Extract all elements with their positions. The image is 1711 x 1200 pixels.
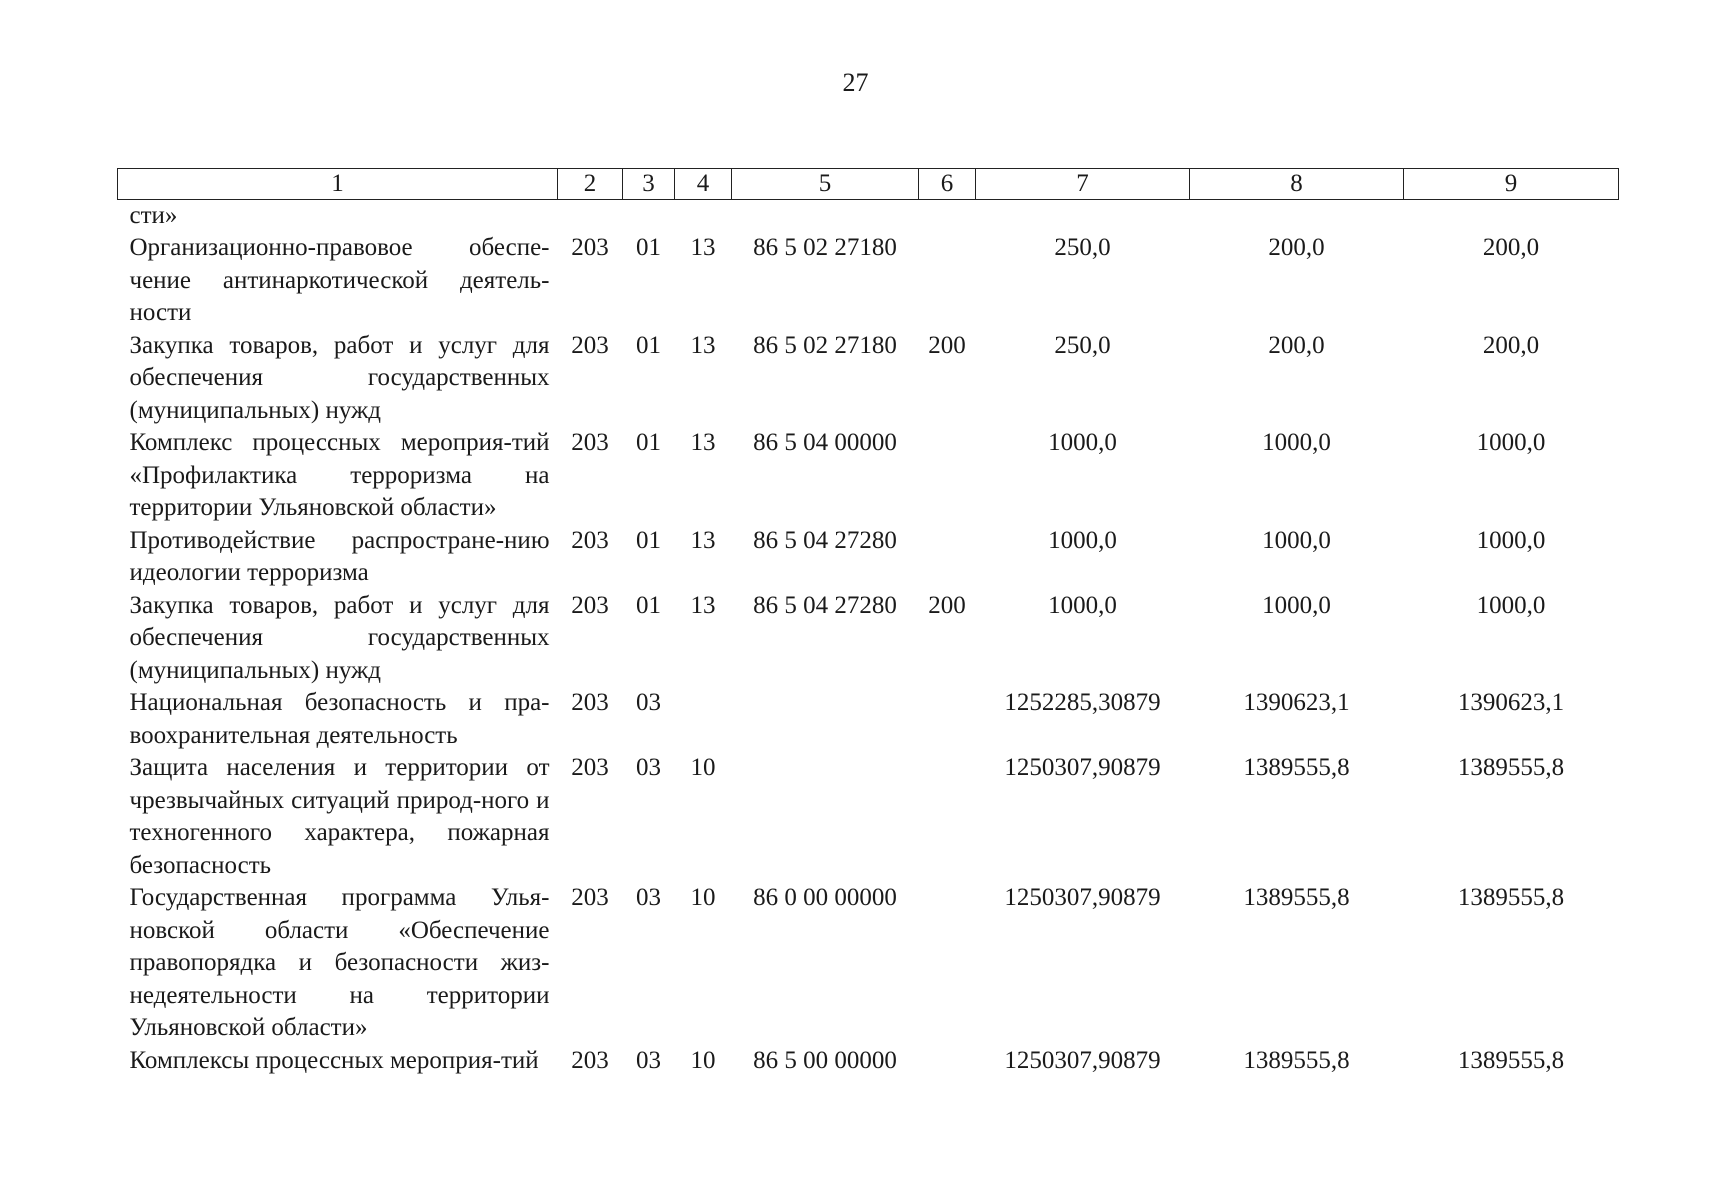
header-col-1: 1 (118, 169, 558, 200)
row-col-9: 1389555,8 (1457, 754, 1565, 781)
row-col-6 (919, 1045, 976, 1078)
row-col-5 (732, 687, 919, 752)
table-row (118, 525, 1619, 590)
row-col-8: 1000,0 (1262, 526, 1331, 554)
table-row (118, 1045, 1619, 1078)
row-col-5: 86 5 04 27280 (753, 591, 897, 619)
row-col-3: 03 (636, 1046, 661, 1074)
row-col-3: 01 (636, 591, 661, 619)
row-col-2: 203 (571, 591, 609, 619)
row-col-7: 1000,0 (1048, 526, 1117, 554)
row-col-5: 86 5 02 27180 (753, 234, 897, 261)
row-name: Комплекс процессных мероприя-тий «Профилактика терроризма на территории Ульяновской области» (129, 429, 550, 521)
row-col-8: 1389555,8 (1243, 884, 1350, 911)
row-col-3: 03 (636, 754, 661, 781)
row-col-9: 1389555,8 (1457, 884, 1565, 911)
row-col-4: 13 (690, 591, 716, 619)
row-col-8: 1000,0 (1262, 591, 1331, 619)
header-col-7: 7 (976, 169, 1190, 200)
continuation-text: сти» (129, 202, 178, 229)
table-row (118, 590, 1619, 688)
row-col-2: 203 (571, 884, 609, 911)
row-col-4 (675, 687, 732, 752)
row-name: Национальная безопасность и пра-воохранительная деятельность (129, 689, 550, 749)
row-col-8: 200,0 (1268, 234, 1325, 261)
row-col-3: 03 (636, 689, 661, 716)
row-col-7: 1252285,30879 (1004, 689, 1161, 716)
table-row (118, 882, 1619, 1045)
row-col-6 (919, 752, 976, 882)
row-col-6 (919, 427, 976, 525)
header-col-2: 2 (558, 169, 623, 200)
row-col-8: 1390623,1 (1243, 689, 1350, 716)
header-col-9: 9 (1404, 169, 1619, 200)
row-col-9: 1000,0 (1476, 429, 1546, 456)
row-col-2: 203 (571, 331, 609, 359)
row-name: Комплексы процессных мероприя-тий (129, 1046, 539, 1074)
row-col-2: 203 (571, 526, 609, 554)
row-col-5: 86 5 04 00000 (753, 429, 897, 456)
header-col-6: 6 (919, 169, 976, 200)
row-col-8: 200,0 (1268, 331, 1325, 359)
row-col-4: 13 (690, 526, 716, 554)
row-name: Государственная программа Улья-новской области «Обеспечение правопорядка и безопасности жиз-недеятельности на территории Ульяновской области» (129, 884, 550, 1041)
row-col-9: 200,0 (1482, 234, 1540, 261)
row-col-4: 13 (690, 429, 716, 456)
row-col-6 (919, 525, 976, 590)
header-col-3: 3 (623, 169, 675, 200)
row-col-6: 200 (928, 591, 966, 619)
row-col-8: 1000,0 (1262, 429, 1331, 456)
row-col-2: 203 (571, 429, 609, 456)
page-number: 27 (842, 68, 869, 97)
row-col-2: 203 (571, 754, 609, 781)
row-col-8: 1389555,8 (1243, 754, 1350, 781)
row-col-6 (919, 687, 976, 752)
table-row (118, 232, 1619, 330)
row-col-7: 250,0 (1054, 234, 1111, 261)
row-col-4: 13 (690, 234, 716, 261)
row-col-3: 01 (636, 234, 661, 261)
row-col-6: 200 (928, 331, 966, 359)
row-col-4: 10 (690, 754, 716, 781)
row-col-5: 86 5 02 27180 (753, 331, 897, 359)
table-row (118, 687, 1619, 752)
budget-table (117, 168, 1619, 1077)
row-col-4: 10 (690, 884, 716, 911)
row-col-8: 1389555,8 (1243, 1046, 1350, 1074)
row-col-2: 203 (571, 234, 609, 261)
row-col-4: 10 (690, 1046, 716, 1074)
row-col-9: 1000,0 (1476, 591, 1546, 619)
table-row (118, 752, 1619, 882)
row-col-6 (919, 232, 976, 330)
row-col-9: 1390623,1 (1457, 689, 1565, 716)
header-col-4: 4 (675, 169, 732, 200)
header-row (118, 169, 1619, 200)
row-col-5: 86 5 04 27280 (753, 526, 897, 554)
row-col-3: 01 (636, 526, 661, 554)
row-col-6 (919, 882, 976, 1045)
header-col-8: 8 (1190, 169, 1404, 200)
row-col-7: 250,0 (1054, 331, 1111, 359)
table-row (118, 427, 1619, 525)
row-name: Закупка товаров, работ и услуг для обеспечения государственных (муниципальных) нужд (129, 331, 550, 424)
row-name: Организационно-правовое обеспе-чение антинаркотической деятель-ности (129, 234, 550, 326)
row-col-9: 1000,0 (1476, 526, 1546, 554)
row-col-3: 01 (636, 429, 661, 456)
row-col-7: 1250307,90879 (1004, 884, 1161, 911)
continuation-row (118, 200, 1619, 233)
row-col-4: 13 (690, 331, 716, 359)
row-col-9: 1389555,8 (1457, 1046, 1565, 1074)
row-col-5: 86 0 00 00000 (753, 884, 897, 911)
row-col-7: 1000,0 (1048, 591, 1117, 619)
row-col-9: 200,0 (1482, 331, 1540, 359)
row-name: Закупка товаров, работ и услуг для обеспечения государственных (муниципальных) нужд (129, 591, 550, 684)
row-col-5: 86 5 00 00000 (753, 1046, 897, 1074)
table-row (118, 330, 1619, 428)
row-col-7: 1000,0 (1048, 429, 1117, 456)
row-col-7: 1250307,90879 (1004, 1046, 1161, 1074)
row-name: Противодействие распростране-нию идеологии терроризма (129, 526, 550, 586)
row-col-7: 1250307,90879 (1004, 754, 1161, 781)
row-col-5 (732, 752, 919, 882)
row-name: Защита населения и территории от чрезвычайных ситуаций природ-ного и техногенного характера, пожарная безопасность (129, 754, 550, 879)
row-col-3: 01 (636, 331, 661, 359)
row-col-3: 03 (636, 884, 661, 911)
row-col-2: 203 (571, 1046, 609, 1074)
header-col-5: 5 (732, 169, 919, 200)
row-col-2: 203 (571, 689, 609, 716)
